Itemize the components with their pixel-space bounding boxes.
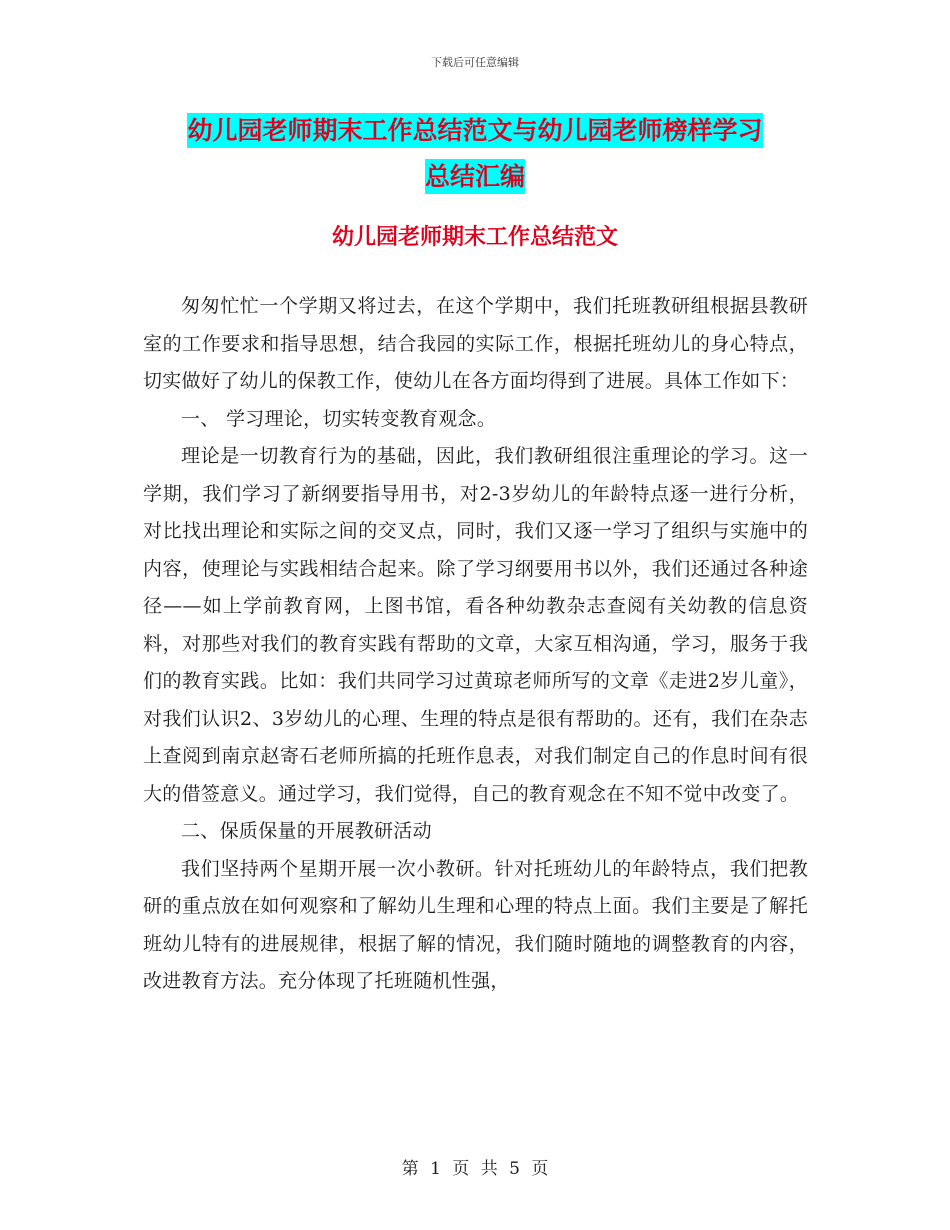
body-paragraph: 我们坚持两个星期开展一次小教研。针对托班幼儿的年龄特点，我们把教研的重点放在如何观察和了解幼儿生理和心理的特点上面。我们主要是了解托班幼儿特有的进展规律，根据了解的情况，我们随时随地的调整教育的内容，改进教育方法。充分体现了托班随机性强， — [143, 857, 808, 992]
body-paragraph: 匆匆忙忙一个学期又将过去，在这个学期中，我们托班教研组根据县教研室的工作要求和指导思想，结合我园的实际工作，根据托班幼儿的身心特点，切实做好了幼儿的保教工作，使幼儿在各方面均得到了进展。具体工作如下： — [143, 295, 808, 392]
body-paragraph: 理论是一切教育行为的基础，因此，我们教研组很注重理论的学习。这一学期，我们学习了新纲要指导用书，对2-3岁幼儿的年龄特点逐一进行分析，对比找出理论和实际之间的交叉点，同时，我们又逐一学习了组织与实施中的内容，使理论与实践相结合起来。除了学习纲要用书以外，我们还通过各种途径——如上学前教育网，上图书馆，看各种幼教杂志查阅有关幼教的信息资料，对那些对我们的教育实践有帮助的文章，大家互相沟通，学习，服务于我们的教育实践。比如：我们共同学习过黄琼老师所写的文章《走进2岁儿童》，对我们认识2、3岁幼儿的心理、生理的特点是很有帮助的。还有，我们在杂志上查阅到南京赵寄石老师所搞的托班作息表，对我们制定自己的作息时间有很大的借签意义。通过学习，我们觉得，自己的教育观念在不知不觉中改变了。 — [143, 445, 808, 805]
document-title — [150, 108, 800, 200]
document-body — [143, 288, 808, 1001]
header-note: 下载后可任意编辑 — [431, 56, 519, 69]
document-title-line-2: 总结汇编 — [425, 159, 525, 194]
document-title-line-1: 幼儿园老师期末工作总结范文与幼儿园老师榜样学习 — [187, 113, 762, 148]
body-heading-1: 一、 学习理论，切实转变教育观念。 — [181, 407, 497, 430]
page-number-footer: 第 1 页 共 5 页 — [401, 1159, 549, 1179]
section-title: 幼儿园老师期末工作总结范文 — [331, 225, 618, 250]
body-heading-2: 二、保质保量的开展教研活动 — [181, 820, 432, 842]
